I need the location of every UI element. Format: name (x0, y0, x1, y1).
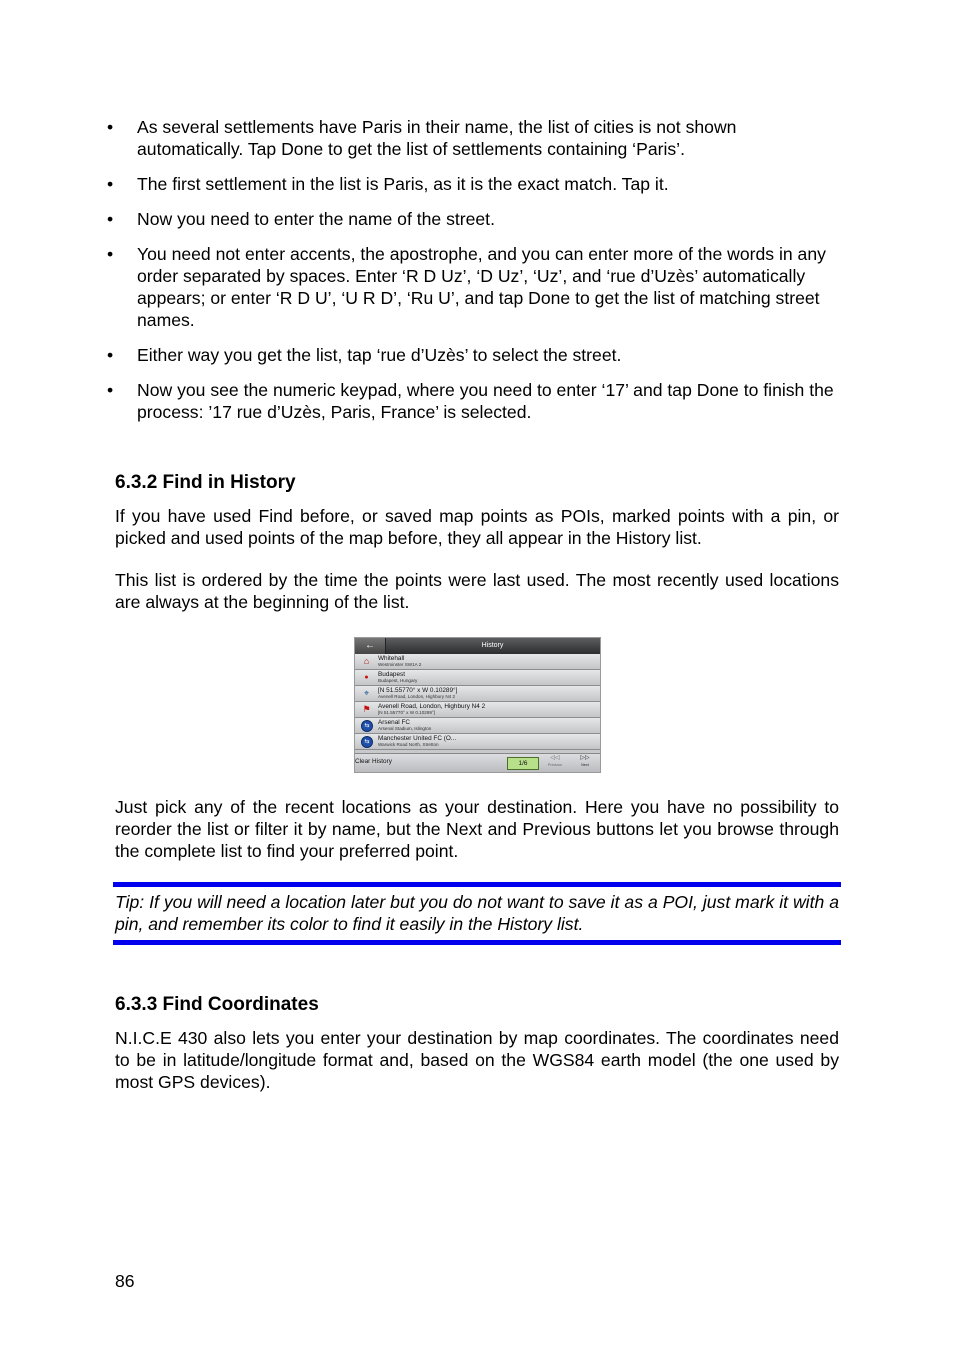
bullet-text: Now you see the numeric keypad, where you need to enter ‘17’ and tap Done to finish the process: ’17 rue d’Uzès, Paris, France’ is selected. (137, 380, 834, 422)
bullet-text: Now you need to enter the name of the street. (137, 209, 495, 229)
history-row[interactable] (355, 718, 600, 734)
row-title: Arsenal FC (378, 719, 410, 726)
bullet-item (105, 173, 840, 195)
history-row[interactable] (355, 686, 600, 702)
bullet-dot: • (107, 117, 114, 137)
row-subtitle: Westminster SW1A 2 (378, 662, 422, 667)
history-row[interactable] (355, 702, 600, 718)
history-row[interactable] (355, 670, 600, 686)
house-icon: ⌂ (363, 656, 370, 666)
bullet-item (105, 344, 840, 366)
poi-icon: ⇆ (361, 736, 373, 748)
history-screenshot (354, 637, 601, 773)
next-icon: ▷▷ (580, 755, 590, 761)
row-title: Whitehall (378, 655, 405, 662)
history-row[interactable] (355, 654, 600, 670)
poi-icon: ⇆ (361, 720, 373, 732)
history-usage-paragraph: Just pick any of the recent locations as your destination. Here you have no possibility to reorder the list or filter it by name, but the Next and Previous buttons let you browse through the complete list to find your preferred point. (115, 797, 839, 861)
bullet-dot: • (107, 209, 114, 229)
bullet-dot: • (107, 174, 114, 194)
bullet-text: As several settlements have Paris in their name, the list of cities is not shown automatically. Tap Done to get the list of settlements containing ‘Paris’. (137, 117, 737, 159)
page-number: 86 (115, 1271, 135, 1291)
page-indicator: 1/6 (507, 757, 539, 770)
bullet-item (105, 379, 840, 423)
row-subtitle: [N 51.55770° x W 0.10289°] (378, 710, 436, 715)
row-subtitle: Warwick Road North, Stretton (378, 742, 439, 747)
row-subtitle: Budapest, Hungary (378, 678, 418, 683)
section-heading-find-in-history: 6.3.2 Find in History (115, 472, 296, 493)
bullet-dot: • (107, 345, 114, 365)
bullet-item (105, 208, 840, 230)
section-heading-find-coordinates: 6.3.3 Find Coordinates (115, 994, 319, 1015)
red-dot-icon: ● (364, 674, 369, 681)
bullet-text: The first settlement in the list is Paris, as it is the exact match. Tap it. (137, 174, 669, 194)
row-title: [N 51.55770° x W 0.10289°] (378, 687, 458, 694)
bullet-dot: • (107, 244, 114, 264)
bullet-item (105, 243, 840, 331)
bullet-dot: • (107, 380, 114, 400)
pin-icon: ⚑ (362, 704, 371, 714)
row-subtitle: Avenell Road, London, Highbury N4 2 (378, 694, 456, 699)
bullet-text: You need not enter accents, the apostrophe, and you can enter more of the words in any order separated by spaces. Enter ‘R D Uz’, ‘D Uz’, ‘Uz’, and ‘rue d’Uzès’ automatically appears; or enter ‘R D U’, ‘U R D’, ‘Ru U’, and tap Done to get the list of matching street names. (137, 244, 826, 330)
row-title: Manchester United FC (O... (378, 735, 457, 742)
previous-icon: ◁◁ (550, 755, 560, 761)
coordinate-icon: ⌖ (363, 688, 370, 698)
screenshot-bottom-bar (355, 753, 600, 773)
row-subtitle: Arsenal Stadium, Islington (378, 726, 432, 731)
row-title: Avenell Road, London, Highbury N4 2 (378, 703, 486, 710)
bullet-list (105, 116, 840, 436)
tip-bottom-rule (113, 940, 841, 945)
history-intro-paragraph: If you have used Find before, or saved map points as POIs, marked points with a pin, or picked and used points of the map before, they all appear in the History list. (115, 506, 839, 548)
tip-top-rule (113, 882, 841, 887)
back-arrow-icon[interactable]: ← (355, 638, 386, 654)
bullet-text: Either way you get the list, tap ‘rue d’Uzès’ to select the street. (137, 345, 622, 365)
previous-label: Previous (548, 763, 562, 767)
next-button[interactable] (575, 755, 595, 771)
next-label: Next (581, 763, 589, 767)
previous-button[interactable] (545, 755, 565, 771)
history-order-paragraph: This list is ordered by the time the points were last used. The most recently used locations are always at the beginning of the list. (115, 570, 839, 612)
bullet-item (105, 116, 840, 160)
clear-history-button[interactable]: Clear History (355, 758, 392, 765)
screenshot-title-bar (355, 638, 600, 654)
screenshot-title: History (481, 642, 504, 649)
history-row[interactable] (355, 734, 600, 750)
coordinates-paragraph: N.I.C.E 430 also lets you enter your destination by map coordinates. The coordinates need to be in latitude/longitude format and, based on the WGS84 earth model (the one used by most GPS devices). (115, 1028, 839, 1092)
tip-text: Tip: If you will need a location later but you do not want to save it as a POI, just mark it with a pin, and remember its color to find it easily in the History list. (115, 892, 839, 934)
row-title: Budapest (378, 671, 406, 678)
